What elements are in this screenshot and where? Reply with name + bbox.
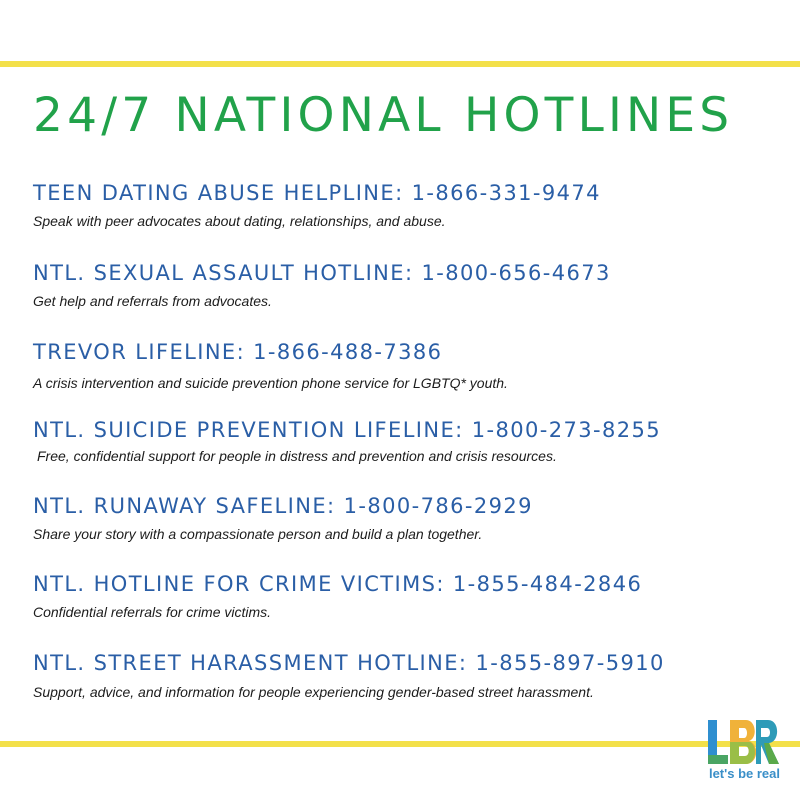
lbr-logo (706, 718, 780, 784)
hotline-description: Share your story with a compassionate person and build a plan together. (33, 526, 483, 542)
hotline-description: A crisis intervention and suicide prevention phone service for LGBTQ* youth. (33, 375, 508, 391)
hotline-name: NTL. STREET HARASSMENT HOTLINE: 1-855-897-5910 (33, 651, 665, 675)
top-divider (0, 61, 800, 67)
hotline-description: Confidential referrals for crime victims. (33, 604, 272, 620)
hotline-name: NTL. SEXUAL ASSAULT HOTLINE: 1-800-656-4673 (33, 261, 611, 285)
hotline-name: NTL. HOTLINE FOR CRIME VICTIMS: 1-855-484-2846 (33, 572, 643, 596)
hotline-description: Speak with peer advocates about dating, relationships, and abuse. (33, 213, 446, 229)
hotline-crime-victims (33, 571, 793, 621)
lbr-logo-mark (706, 718, 780, 766)
hotline-suicide-prevention (33, 417, 793, 465)
hotline-name: TREVOR LIFELINE: 1-866-488-7386 (33, 340, 443, 364)
hotline-name: TEEN DATING ABUSE HELPLINE: 1-866-331-9474 (33, 181, 601, 205)
hotline-description: Get help and referrals from advocates. (33, 293, 272, 309)
page-title: 24/7 NATIONAL HOTLINES (33, 88, 734, 143)
hotline-name: NTL. RUNAWAY SAFELINE: 1-800-786-2929 (33, 494, 533, 518)
hotline-description: Support, advice, and information for people experiencing gender-based street harassment. (33, 684, 594, 700)
hotline-runaway-safeline (33, 493, 793, 543)
hotline-trevor-lifeline (33, 339, 793, 392)
hotline-teen-dating-abuse (33, 180, 793, 230)
hotline-description: Free, confidential support for people in distress and prevention and crisis resources. (37, 448, 557, 464)
hotline-name: NTL. SUICIDE PREVENTION LIFELINE: 1-800-273-8255 (33, 418, 662, 442)
bottom-divider (0, 741, 800, 747)
hotline-street-harassment (33, 650, 793, 701)
logo-tagline: let's be real (708, 766, 780, 781)
hotline-sexual-assault (33, 260, 793, 310)
